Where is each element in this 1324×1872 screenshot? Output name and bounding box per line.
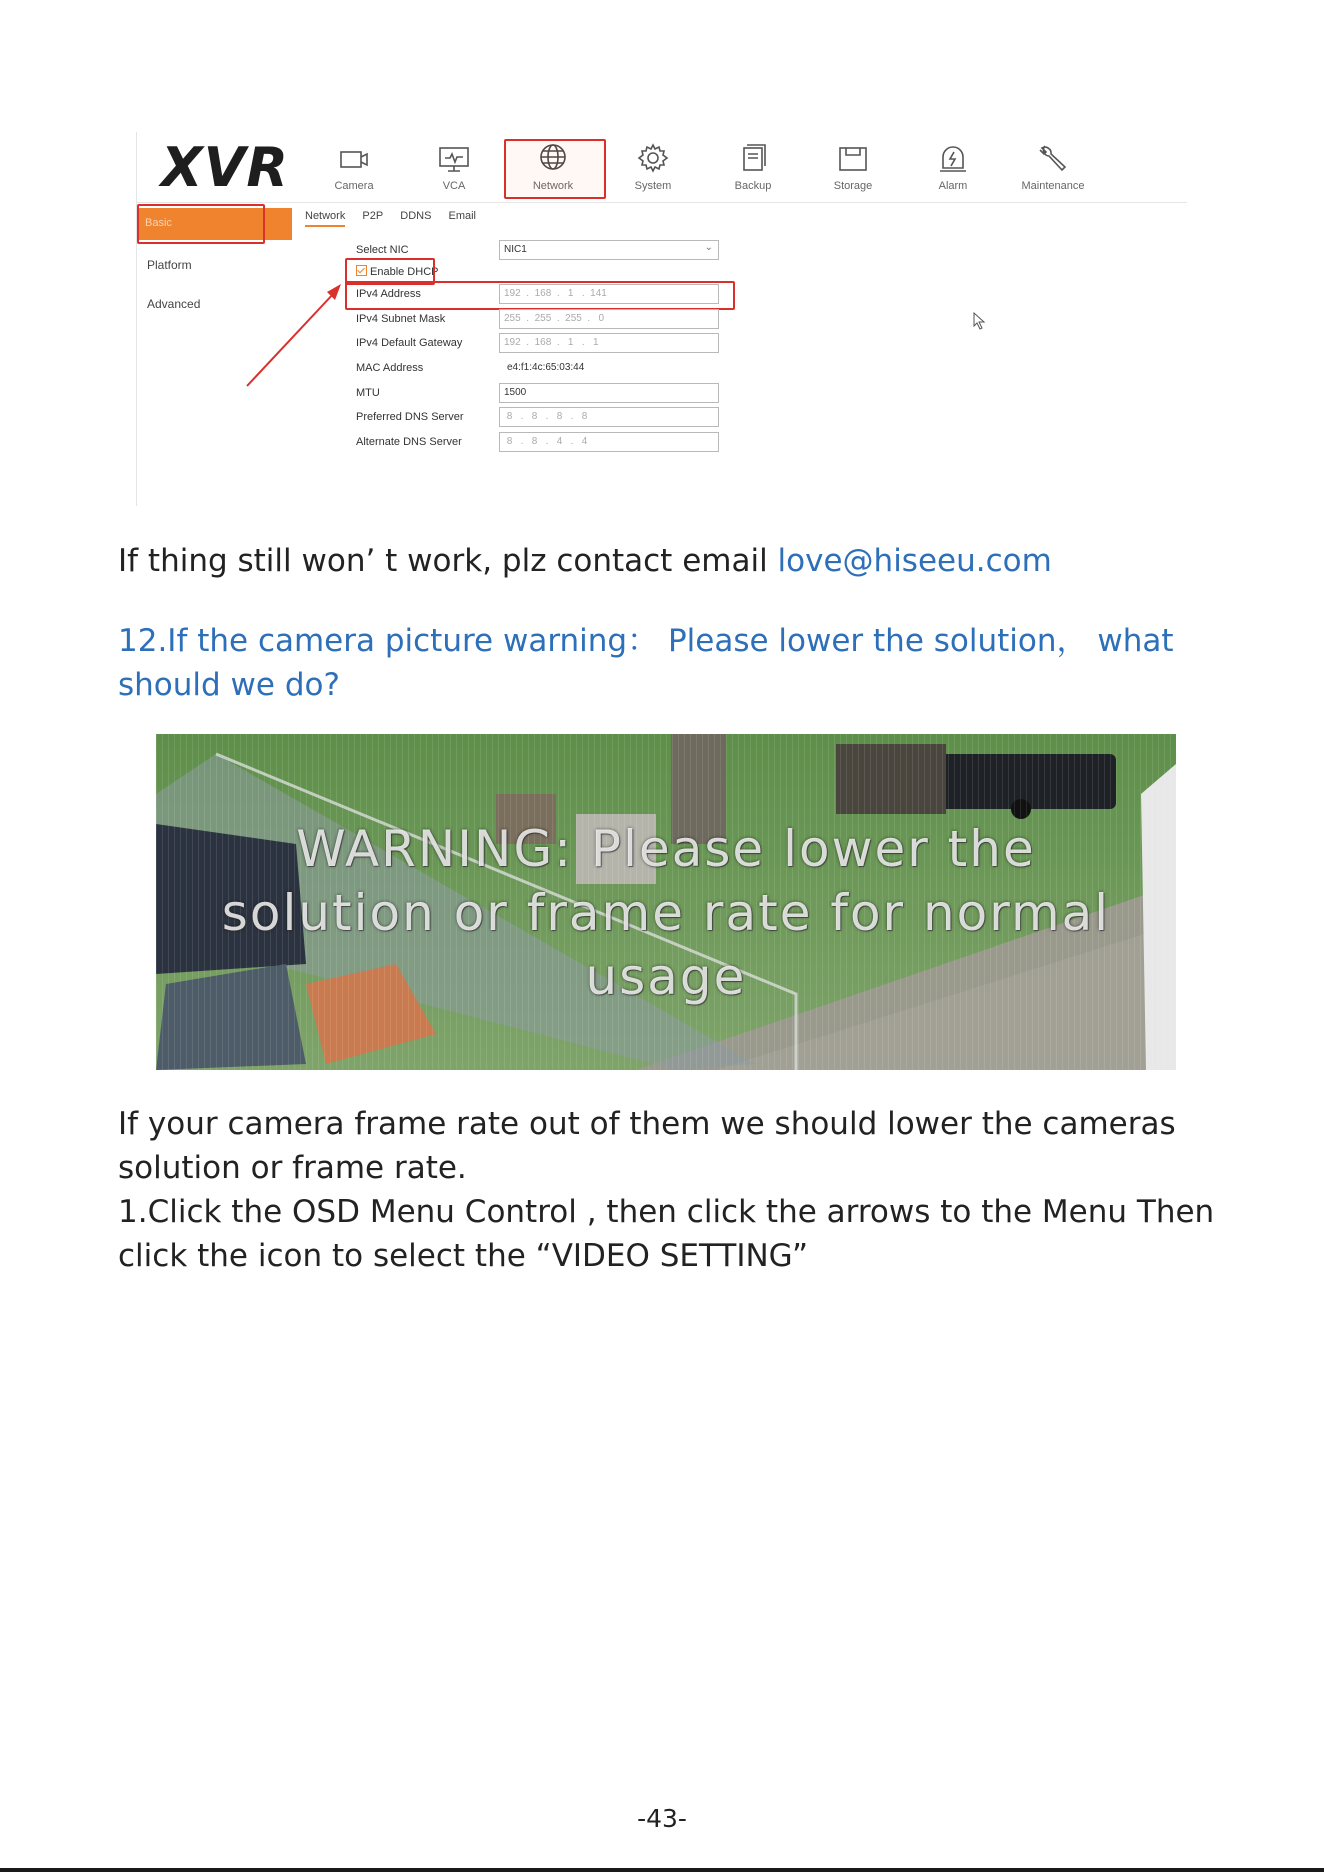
annotation-arrow — [237, 272, 357, 392]
ipv4-address-field[interactable]: 192 . 168 . 1 . 141 — [499, 284, 719, 304]
monitor-icon — [437, 142, 471, 176]
mtu-field[interactable]: 1500 — [499, 383, 719, 403]
nav-backup-label: Backup — [734, 180, 772, 192]
nav-maintenance-label: Maintenance — [1021, 180, 1085, 192]
body-line3: 1.Click the OSD Menu Control , then click the arrows to the Menu Then — [118, 1194, 1215, 1230]
nav-vca-label: VCA — [442, 180, 466, 192]
contact-email-link[interactable]: love@hiseeu.com — [777, 543, 1052, 579]
instructions-paragraph — [118, 1102, 1228, 1278]
alternate-dns-field[interactable]: 8 . 8 . 4 . 4 — [499, 432, 719, 452]
nav-maintenance[interactable] — [1008, 142, 1098, 192]
preferred-dns-field[interactable]: 8 . 8 . 8 . 8 — [499, 407, 719, 427]
tab-network[interactable]: Network — [305, 210, 345, 227]
tab-email[interactable]: Email — [448, 210, 477, 222]
question-heading — [118, 619, 1218, 707]
body-line1: If your camera frame rate out of them we should lower the cameras — [118, 1106, 1176, 1142]
enable-dhcp-label: Enable DHCP — [370, 266, 439, 278]
body-line4: click the icon to select the “VIDEO SETTING” — [118, 1238, 809, 1274]
nav-storage[interactable] — [808, 142, 898, 192]
subnet-mask-label: IPv4 Subnet Mask — [356, 313, 446, 325]
nav-camera[interactable] — [309, 142, 399, 192]
nav-storage-label: Storage — [833, 180, 873, 192]
sidebar-item-basic-label: Basic — [145, 217, 172, 229]
chevron-down-icon: ⌄ — [704, 242, 713, 253]
basic-highlight-box — [137, 204, 265, 244]
camera-warning-image — [156, 734, 1176, 1070]
question-heading-line2: should we do? — [118, 667, 340, 703]
camera-warning-line3: usage — [585, 948, 747, 1006]
alarm-icon — [936, 142, 970, 176]
contact-text: If thing still won’ t work, plz contact email — [118, 543, 778, 579]
alternate-dns-label: Alternate DNS Server — [356, 436, 462, 448]
nav-system[interactable] — [608, 142, 698, 192]
xvr-network-screenshot — [136, 132, 1187, 506]
gear-icon — [636, 142, 670, 176]
select-nic-label: Select NIC — [356, 244, 409, 256]
mac-address-label: MAC Address — [356, 362, 424, 374]
network-highlight-box — [504, 139, 606, 199]
question-heading-line1: 12.If the camera picture warning： Please lower the solution， what — [118, 623, 1174, 659]
default-gateway-field[interactable]: 192 . 168 . 1 . 1 — [499, 333, 719, 353]
camera-icon — [337, 142, 371, 176]
nav-network-label: Network — [532, 180, 574, 192]
ipv4-highlight-box — [345, 281, 735, 310]
mac-address-value: e4:f1:4c:65:03:44 — [507, 362, 585, 373]
bottom-rule — [0, 1868, 1324, 1872]
sidebar-item-platform[interactable]: Platform — [147, 258, 192, 272]
tab-p2p[interactable]: P2P — [362, 210, 384, 222]
mtu-label: MTU — [356, 387, 380, 399]
xvr-logo: XVR — [161, 136, 290, 199]
nav-system-label: System — [634, 180, 672, 192]
nav-alarm[interactable] — [908, 142, 998, 192]
wrench-icon — [1036, 142, 1070, 176]
select-nic-value: NIC1 — [504, 244, 527, 255]
camera-warning-line1: WARNING: Please lower the — [296, 820, 1036, 878]
mouse-cursor-icon — [973, 312, 987, 330]
contact-paragraph — [118, 539, 1052, 583]
nav-camera-label: Camera — [334, 180, 374, 192]
nav-backup[interactable] — [708, 142, 798, 192]
backup-icon — [736, 142, 770, 176]
top-navigation — [137, 132, 1187, 203]
network-subtabs — [305, 210, 490, 227]
tab-ddns[interactable]: DDNS — [400, 210, 432, 222]
nav-vca[interactable] — [409, 142, 499, 192]
storage-icon — [836, 142, 870, 176]
default-gateway-label: IPv4 Default Gateway — [356, 337, 463, 349]
body-line2: solution or frame rate. — [118, 1150, 467, 1186]
sidebar-item-advanced[interactable]: Advanced — [147, 297, 201, 311]
page-number: -43- — [637, 1804, 687, 1833]
camera-warning-line2: solution or frame rate for normal — [221, 884, 1111, 942]
subnet-mask-field[interactable]: 255 . 255 . 255 . 0 — [499, 309, 719, 329]
select-nic-dropdown[interactable] — [499, 240, 719, 260]
preferred-dns-label: Preferred DNS Server — [356, 411, 464, 423]
ipv4-address-label: IPv4 Address — [356, 288, 421, 300]
nav-alarm-label: Alarm — [938, 180, 968, 192]
